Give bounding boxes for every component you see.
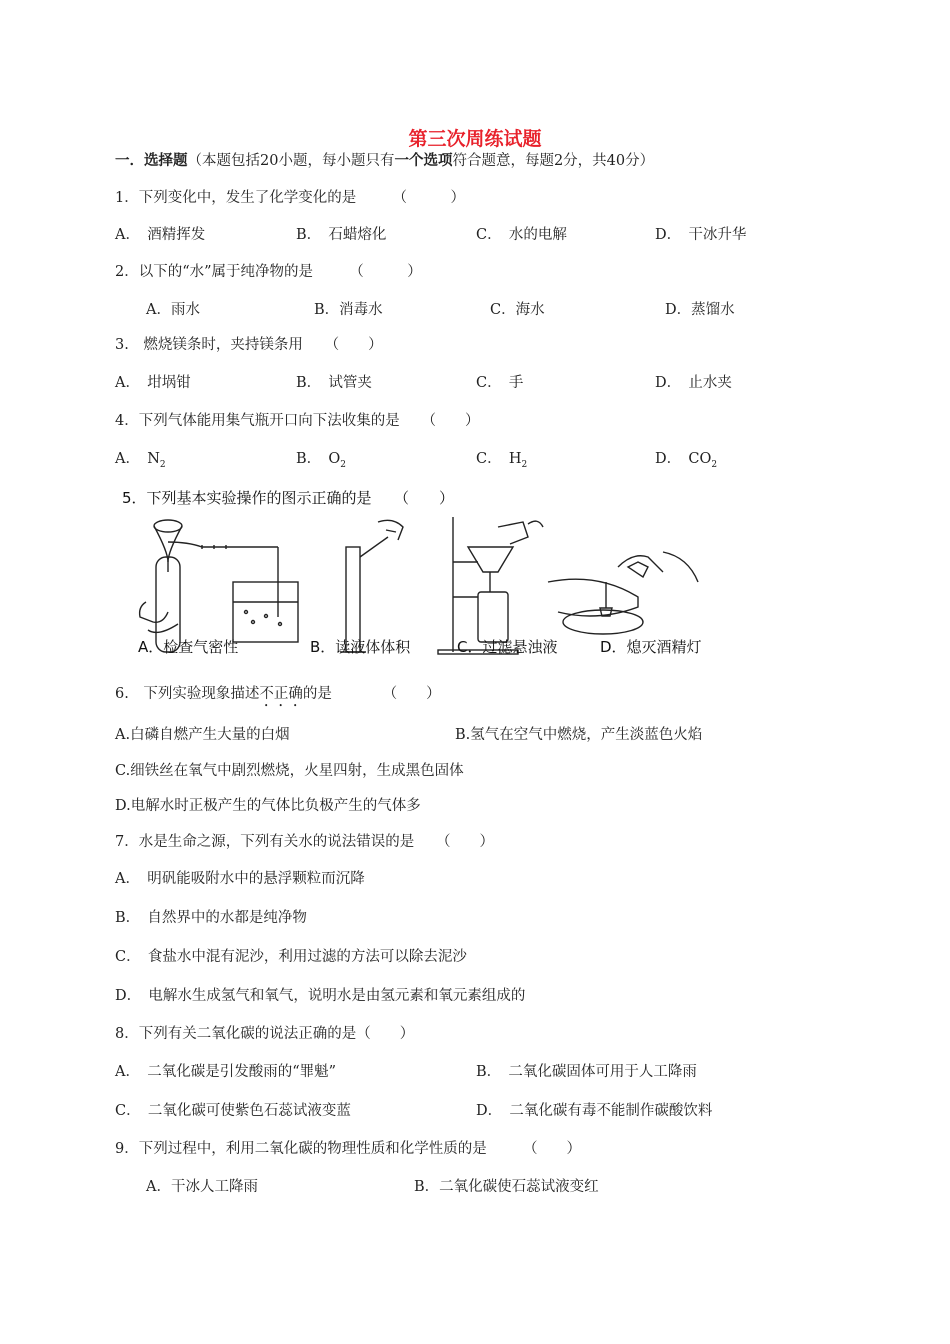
option-d: D． $CO_2$	[655, 451, 718, 470]
question-stem: 3. 燃烧镁条时，夹持镁条用 （ ）	[115, 337, 383, 353]
question-stem: 4．下列气体能用集气瓶开口向下法收集的是 （ ）	[115, 413, 480, 429]
alcohol-lamp	[548, 552, 698, 634]
option-b: B． 自然界中的水都是纯净物	[115, 910, 307, 926]
section-instructions-post: 符合题意，每题2分，共40分）	[452, 153, 655, 169]
option-b: B． 二氧化碳固体可用于人工降雨	[476, 1064, 697, 1080]
airtightness-apparatus	[140, 520, 298, 652]
option-d: D.电解水时正极产生的气体比负极产生的气体多	[115, 798, 421, 814]
option-b: B． 试管夹	[296, 375, 372, 391]
option-d: D．蒸馏水	[665, 302, 735, 318]
question-stem: 1．下列变化中，发生了化学变化的是 （ ）	[115, 190, 465, 206]
option-c: C． 食盐水中混有泥沙，利用过滤的方法可以除去泥沙	[115, 949, 467, 965]
option-a: A．干冰人工降雨	[146, 1179, 258, 1195]
option-b: B.氢气在空气中燃烧，产生淡蓝色火焰	[455, 727, 703, 743]
option-c: C． 手	[476, 375, 524, 391]
option-b: B． $O_2$	[296, 451, 347, 470]
section-label: 一．选择题	[115, 152, 188, 169]
option-a: A．雨水	[146, 302, 200, 318]
option-b: B． 石蜡熔化	[296, 227, 387, 243]
option-b: B．消毒水	[314, 302, 383, 318]
option-b: B．二氧化碳使石蕊试液变红	[414, 1179, 599, 1195]
section-header	[115, 151, 654, 171]
figure-caption-c: C．过滤悬浊液	[457, 638, 558, 656]
question-stem: 8．下列有关二氧化碳的说法正确的是（ ）	[115, 1026, 415, 1042]
option-a: A． 二氧化碳是引发酸雨的“罪魁”	[115, 1064, 337, 1080]
option-d: D． 干冰升华	[655, 227, 747, 243]
option-c: C． 水的电解	[476, 227, 567, 243]
option-c: C． $H_2$	[476, 451, 528, 470]
question-stem: 6. 下列实验现象描述不正确的是 （ ）	[115, 686, 441, 702]
question-stem: 5．下列基本实验操作的图示正确的是 （ ）	[122, 489, 455, 507]
figure-caption-d: D．熄灭酒精灯	[600, 638, 702, 656]
option-d: D． 电解水生成氢气和氧气，说明水是由氢元素和氧元素组成的	[115, 988, 526, 1004]
option-d: D． 二氧化碳有毒不能制作碳酸饮料	[476, 1103, 713, 1119]
filtration-apparatus	[438, 517, 543, 654]
figure-caption-a: A．检查气密性	[138, 638, 239, 656]
section-instructions-pre: （本题包括20小题，每小题只有	[187, 153, 395, 169]
page-title: 第三次周练试题	[408, 128, 542, 150]
question-stem: 9．下列过程中，利用二氧化碳的物理性质和化学性质的是 （ ）	[115, 1141, 581, 1157]
option-a: A． 坩埚钳	[115, 375, 191, 391]
option-a: A.白磷自燃产生大量的白烟	[115, 727, 290, 743]
graduated-cylinder	[340, 520, 403, 652]
question-stem: 7．水是生命之源，下列有关水的说法错误的是 （ ）	[115, 834, 494, 850]
emphasized-negation: 不正确	[259, 686, 303, 702]
figure-caption-b: B．读液体体积	[310, 638, 411, 656]
option-a: A． $N_2$	[115, 451, 166, 470]
option-c: C.细铁丝在氧气中剧烈燃烧，火星四射，生成黑色固体	[115, 763, 464, 779]
option-a: A． 酒精挥发	[115, 227, 206, 243]
question-stem: 2．以下的“水”属于纯净物的是 （ ）	[115, 264, 422, 280]
option-d: D． 止水夹	[655, 375, 732, 391]
option-a: A． 明矾能吸附水中的悬浮颗粒而沉降	[115, 871, 365, 887]
option-c: C．海水	[490, 302, 545, 318]
section-instructions-emph: 一个选项	[394, 152, 453, 169]
option-c: C． 二氧化碳可使紫色石蕊试液变蓝	[115, 1103, 351, 1119]
